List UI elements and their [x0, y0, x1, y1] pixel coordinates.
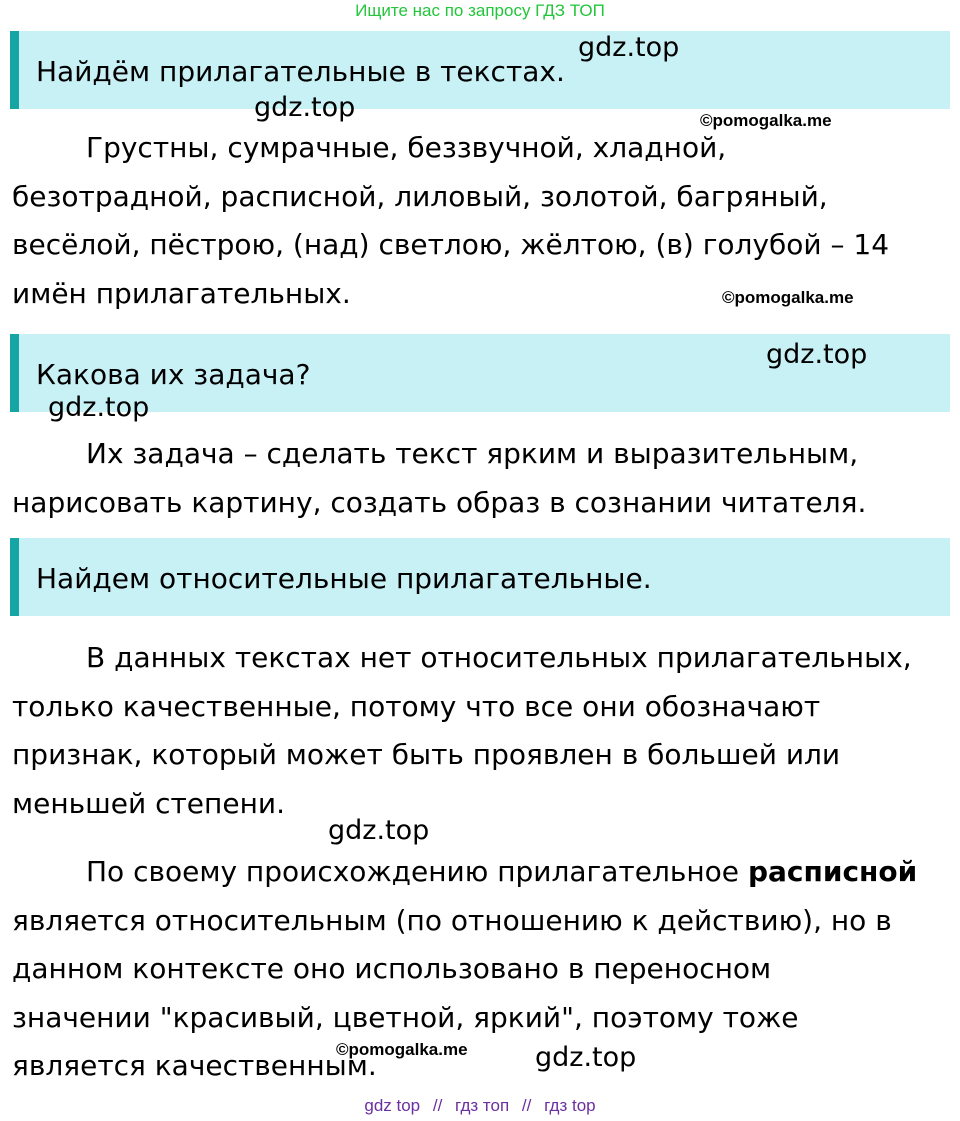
- paragraph-line: является качественным.: [12, 1049, 377, 1082]
- footer-separator: //: [432, 1096, 443, 1115]
- watermark-pomogalka: ©pomogalka.me: [336, 1040, 468, 1059]
- watermark-gdz: gdz.top: [48, 392, 150, 423]
- paragraph-line: По своему происхождению прилагательное расписной: [86, 855, 918, 888]
- paragraph-line: Их задача – сделать текст ярким и выразительным,: [86, 437, 859, 470]
- paragraph-line: является относительным (по отношению к действию), но в: [12, 903, 892, 937]
- watermark-pomogalka: ©pomogalka.me: [722, 288, 854, 307]
- paragraph-line: безотрадной, расписной, лиловый, золотой, багряный,: [12, 179, 828, 213]
- watermark-gdz: gdz.top: [328, 815, 430, 846]
- footer-link[interactable]: гдз top: [544, 1096, 596, 1115]
- watermark-pomogalka: ©pomogalka.me: [700, 111, 832, 130]
- answer-paragraph-4: [12, 848, 952, 1091]
- top-banner[interactable]: Ищите нас по запросу ГДЗ ТОП: [355, 1, 605, 20]
- paragraph-line: имён прилагательных.: [12, 276, 351, 310]
- footer-links: [0, 1096, 960, 1116]
- watermark-gdz: gdz.top: [766, 339, 868, 370]
- footer-separator: //: [521, 1096, 532, 1115]
- section-heading-3: [10, 538, 950, 616]
- paragraph-line: данном контексте оно использовано в переносном: [12, 952, 772, 985]
- paragraph-line: нарисовать картину, создать образ в сознании читателя.: [12, 485, 867, 519]
- bold-word: расписной: [747, 855, 918, 888]
- watermark-gdz: gdz.top: [578, 32, 680, 63]
- paragraph-line: меньшей степени.: [12, 786, 285, 820]
- paragraph-line: признак, который может быть проявлен в большей или: [12, 738, 841, 771]
- section-heading-1: [10, 31, 950, 109]
- section-heading-3-text: Найдем относительные прилагательные.: [36, 562, 652, 595]
- paragraph-line: значении "красивый, цветной, яркий", поэтому тоже: [12, 1000, 799, 1034]
- footer-link[interactable]: гдз топ: [455, 1096, 510, 1115]
- section-heading-1-text: Найдём прилагательные в текстах.: [36, 55, 565, 88]
- watermark-gdz: gdz.top: [535, 1042, 637, 1073]
- paragraph-line: Грустны, сумрачные, беззвучной, хладной,: [86, 131, 727, 164]
- section-heading-2-text: Какова их задача?: [36, 358, 311, 391]
- paragraph-line: весёлой, пёстрою, (над) светлою, жёлтою, (в) голубой – 14: [12, 228, 890, 261]
- paragraph-line: В данных текстах нет относительных прилагательных,: [86, 641, 912, 674]
- footer-link[interactable]: gdz top: [364, 1096, 421, 1115]
- answer-paragraph-2: [12, 430, 952, 527]
- answer-paragraph-3: [12, 634, 952, 828]
- watermark-gdz: gdz.top: [254, 92, 356, 123]
- paragraph-line: только качественные, потому что все они обозначают: [12, 689, 821, 723]
